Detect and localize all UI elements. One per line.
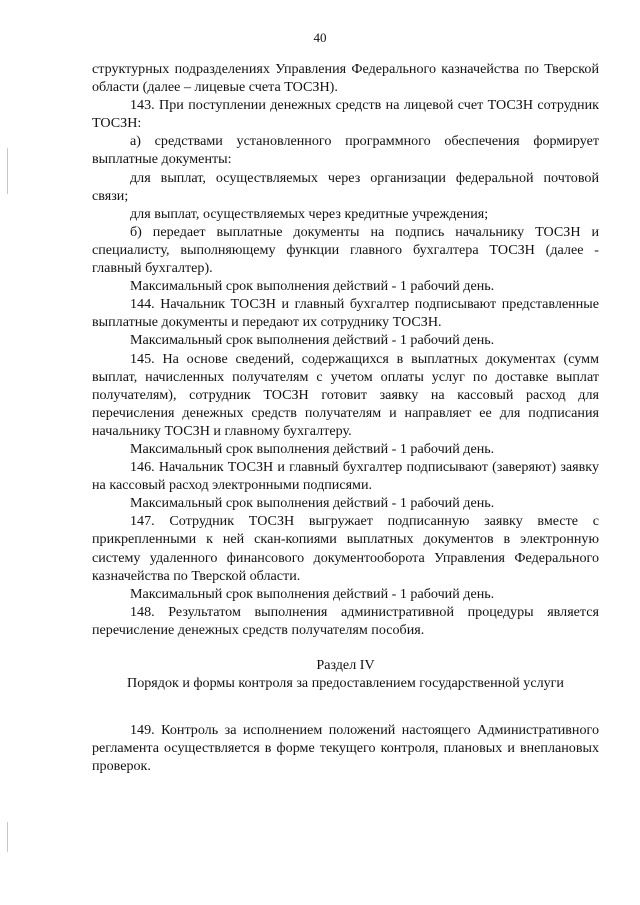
section-heading: Раздел IV — [316, 657, 375, 673]
paragraph-max-term: Максимальный срок выполнения действий - 1 рабочий день. — [130, 585, 495, 602]
spacer — [92, 639, 599, 656]
paragraph-143-b: б) передает выплатные документы на подпись начальнику ТОСЗН и специалисту, выполняющему функции главного бухгалтера ТОСЗН (далее - главный бухгалтер). — [92, 223, 599, 277]
paragraph-max-term: Максимальный срок выполнения действий - 1 рабочий день. — [130, 332, 495, 349]
spacer — [92, 692, 599, 721]
paragraph-max-term: Максимальный срок выполнения действий - 1 рабочий день. — [130, 278, 495, 295]
paragraph-146: 146. Начальник ТОСЗН и главный бухгалтер подписывают (заверяют) заявку на кассовый расход электронными подписями. — [92, 459, 599, 494]
paragraph-144: 144. Начальник ТОСЗН и главный бухгалтер подписывают представленные выплатные документы и передают их сотруднику ТОСЗН. — [92, 296, 599, 331]
paragraph-postal-payments: для выплат, осуществляемых через организации федеральной почтовой связи; — [92, 169, 599, 204]
paragraph-max-term: Максимальный срок выполнения действий - 1 рабочий день. — [130, 495, 495, 512]
paragraph-143-a: а) средствами установленного программного обеспечения формирует выплатные документы: — [92, 133, 599, 168]
paragraph-145: 145. На основе сведений, содержащихся в выплатных документах (сумм выплат, начисленных получателям с учетом оплаты услуг по доставке выплат получателям), сотрудник ТОСЗН готовит заявку на кассовый расход для перечисления денежных средств получателям и направляет ее для подписания начальнику ТОСЗН и главному бухгалтеру. — [92, 350, 599, 439]
paragraph: структурных подразделениях Управления Федерального казначейства по Тверской области (далее – лицевые счета ТОСЗН). — [92, 61, 599, 96]
paragraph-149: 149. Контроль за исполнением положений настоящего Административного регламента осуществляется в форме текущего контроля, плановых и внеплановых проверок. — [92, 722, 599, 775]
section-title: Порядок и формы контроля за предоставлением государственной услуги — [127, 675, 564, 692]
paragraph-148: 148. Результатом выполнения административной процедуры является перечисление денежных средств получателям пособия. — [92, 603, 599, 638]
scan-margin-mark — [7, 822, 8, 852]
scan-margin-mark — [7, 148, 8, 194]
paragraph-max-term: Максимальный срок выполнения действий - 1 рабочий день. — [130, 440, 495, 457]
paragraph-143: 143. При поступлении денежных средств на лицевой счет ТОСЗН сотрудник ТОСЗН: — [92, 97, 599, 132]
paragraph-credit-payments: для выплат, осуществляемых через кредитные учреждения; — [130, 205, 489, 222]
page-number: 40 — [313, 30, 327, 45]
paragraph-147: 147. Сотрудник ТОСЗН выгружает подписанную заявку вместе с прикрепленными к ней скан-копиями выплатных документов в электронную систему удаленного финансового документооборота Управления Федерального казначейства по Тверской области. — [92, 513, 599, 584]
document-body — [92, 60, 599, 775]
